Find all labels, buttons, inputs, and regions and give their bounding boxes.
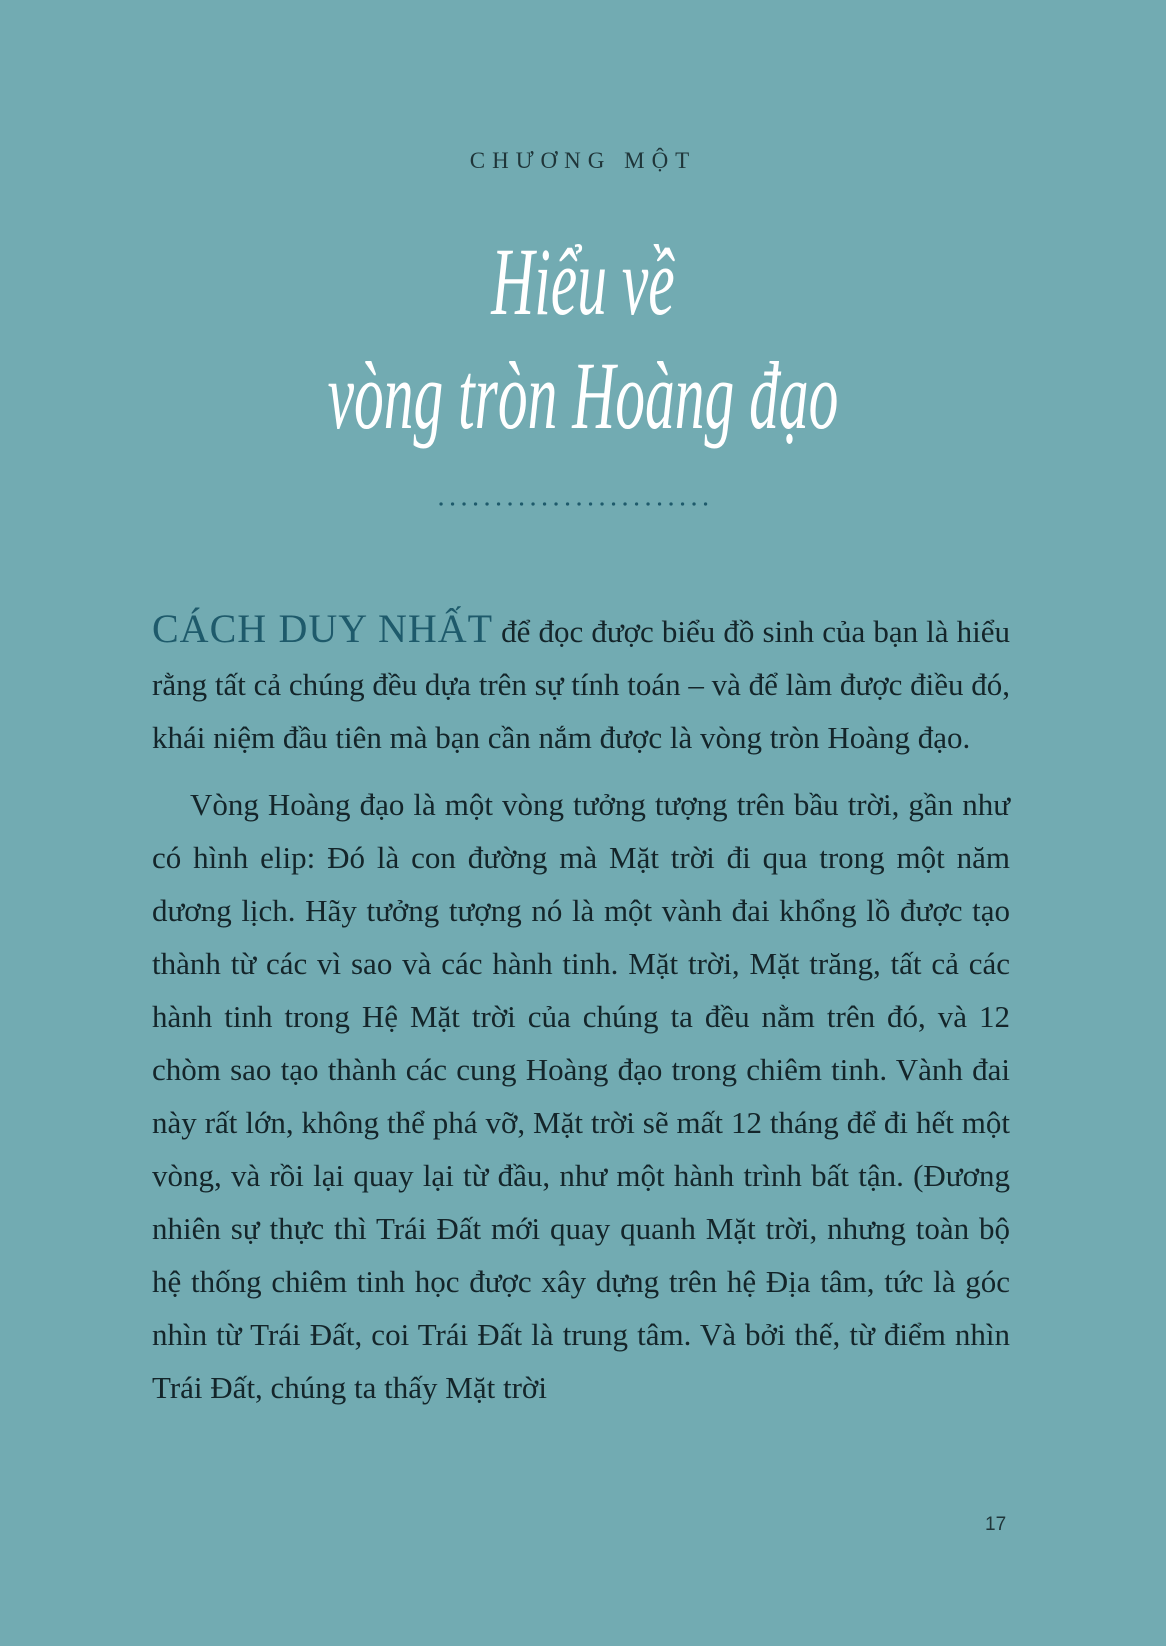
chapter-title-line-1: Hiểu về	[491, 228, 675, 335]
chapter-title	[0, 228, 1166, 456]
chapter-label: CHƯƠNG MỘT	[469, 148, 697, 173]
chapter-title-line-2: vòng tròn Hoàng đạo	[327, 342, 839, 449]
lead-in: CÁCH DUY NHẤT	[152, 606, 494, 651]
dotted-divider	[438, 498, 718, 510]
paragraph-1-text: để đọc được biểu đồ sinh của bạn là hiểu rằng tất cả chúng đều dựa trên sự tính toán – và để làm được điều đó, khái niệm đầu tiên mà bạn cần nắm được là vòng tròn Hoàng đạo.	[152, 614, 1010, 755]
paragraph-1	[152, 602, 1010, 764]
body-text	[152, 602, 1010, 1414]
page-number: 17	[985, 1514, 1007, 1535]
paragraph-2: Vòng Hoàng đạo là một vòng tưởng tượng trên bầu trời, gần như có hình elip: Đó là con đường mà Mặt trời đi qua trong một năm dương lịch. Hãy tưởng tượng nó là một vành đai khổng lồ được tạo thành từ các vì sao và các hành tinh. Mặt trời, Mặt trăng, tất cả các hành tinh trong Hệ Mặt trời của chúng ta đều nằm trên đó, và 12 chòm sao tạo thành các cung Hoàng đạo trong chiêm tinh. Vành đai này rất lớn, không thể phá vỡ, Mặt trời sẽ mất 12 tháng để đi hết một vòng, và rồi lại quay lại từ đầu, như một hành trình bất tận. (Đương nhiên sự thực thì Trái Đất mới quay quanh Mặt trời, nhưng toàn bộ hệ thống chiêm tinh học được xây dựng trên hệ Địa tâm, tức là góc nhìn từ Trái Đất, coi Trái Đất là trung tâm. Và bởi thế, từ điểm nhìn Trái Đất, chúng ta thấy Mặt trời	[152, 787, 1010, 1405]
